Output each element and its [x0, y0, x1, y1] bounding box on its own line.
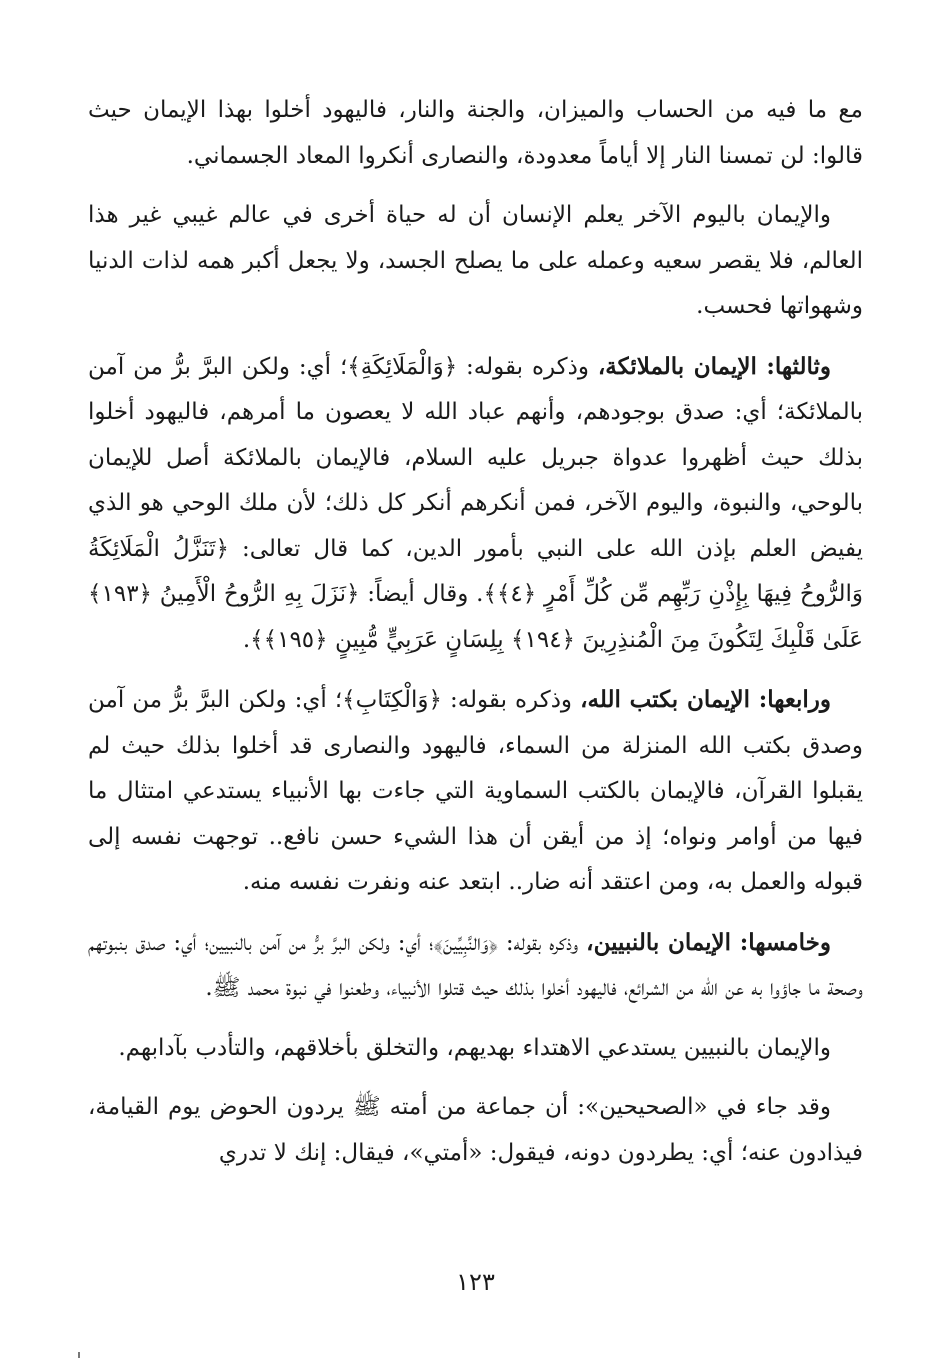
paragraph-4-heading: ورابعها: الإيمان بكتب الله، [580, 686, 831, 713]
paragraph-4-books [88, 677, 863, 906]
paragraph-2 [88, 193, 863, 330]
paragraph-5-text: وذكره بقوله: ﴿وَالنَّبِيِّينَ﴾؛ أي: ولكن البرَّ برُّ من آمن بالنبيين؛ أي: صدق بنبوتهم وصحة ما جاؤوا به عن الله من الشرائع، فاليهود أخلوا بذلك حيث قتلوا الأنبياء، وطعنوا في نبوة محمد ﷺ. [88, 929, 863, 1001]
paragraph-3-heading: وثالثها: الإيمان بالملائكة، [597, 352, 832, 380]
paragraph-5-heading: وخامسها: الإيمان بالنبيين، [586, 928, 832, 956]
paragraph-5-prophets [88, 920, 863, 1012]
paragraph-1 [88, 88, 863, 179]
paragraph-7 [88, 1085, 863, 1176]
paragraph-3-text: وذكره بقوله: ﴿وَالْمَلَائِكَةِ﴾؛ أي: ولكن البرَّ برُّ من آمن بالملائكة؛ أي: صدق بوجودهم، وأنهم عباد الله لا يعصون ما أمرهم، فاليهود أخلوا بذلك حيث أظهروا عدواة جبريل عليه السلام، فالإيمان بالملائكة أصل للإيمان بالوحي، والنبوة، واليوم الآخر، فمن أنكرهم أنكر كل ذلك؛ لأن ملك الوحي هو الذي يفيض العلم بإذن الله على النبي بأمور الدين، كما قال تعالى: ﴿تَنَزَّلُ الْمَلَائِكَةُ وَالرُّوحُ فِيهَا بِإِذْنِ رَبِّهِم مِّن كُلِّ أَمْرٍ ﴿٤﴾﴾. وقال أيضاً: ﴿نَزَلَ بِهِ الرُّوحُ الْأَمِينُ ﴿١٩٣﴾ عَلَىٰ قَلْبِكَ لِتَكُونَ مِنَ الْمُنذِرِينَ ﴿١٩٤﴾ بِلِسَانٍ عَرَبِيٍّ مُّبِينٍ ﴿١٩٥﴾﴾. [88, 353, 863, 653]
paragraph-7-text: وقد جاء في «الصحيحين»: أن جماعة من أمته ﷺ يردون الحوض يوم القيامة، فيذادون عنه؛ أي: يطردون دونه، فيقول: «أمتي»، فيقال: إنك لا تدري [88, 1094, 863, 1166]
book-page [88, 88, 863, 1338]
paragraph-2-text: والإيمان باليوم الآخر يعلم الإنسان أن له حياة أخرى في عالم غيبي غير هذا العالم، فلا يقصر سعيه وعمله على ما يصلح الجسد، ولا يجعل أكبر همه لذات الدنيا وشهواتها فحسب. [88, 202, 863, 319]
paragraph-6-text: والإيمان بالنبيين يستدعي الاهتداء بهديهم، والتخلق بأخلاقهم، والتأدب بآدابهم. [118, 1034, 831, 1061]
page-number: ١٢٣ [456, 1268, 495, 1296]
paragraph-3-angels [88, 344, 863, 664]
paragraph-4-text: وذكره بقوله: ﴿وَالْكِتَابِ﴾؛ أي: ولكن البرَّ برُّ من آمن وصدق بكتب الله المنزلة من السماء، فاليهود والنصارى قد أخلوا بذلك حيث لم يقبلوا القرآن، فالإيمان بالكتب السماوية التي جاءت بها الأنبياء يستدعي امتثال ما فيها من أوامر ونواه؛ إذ من أيقن أن هذا الشيء حسن نافع.. توجهت نفسه إلى قبوله والعمل به، ومن اعتقد أنه ضار.. ابتعد عنه ونفرت نفسه منه. [88, 687, 863, 895]
scan-speck [78, 1352, 80, 1358]
paragraph-6 [88, 1026, 863, 1072]
paragraph-1-text: مع ما فيه من الحساب والميزان، والجنة والنار، فاليهود أخلوا بهذا الإيمان حيث قالوا: لن تمسنا النار إلا أياماً معدودة، والنصارى أنكروا المعاد الجسماني. [88, 97, 863, 169]
